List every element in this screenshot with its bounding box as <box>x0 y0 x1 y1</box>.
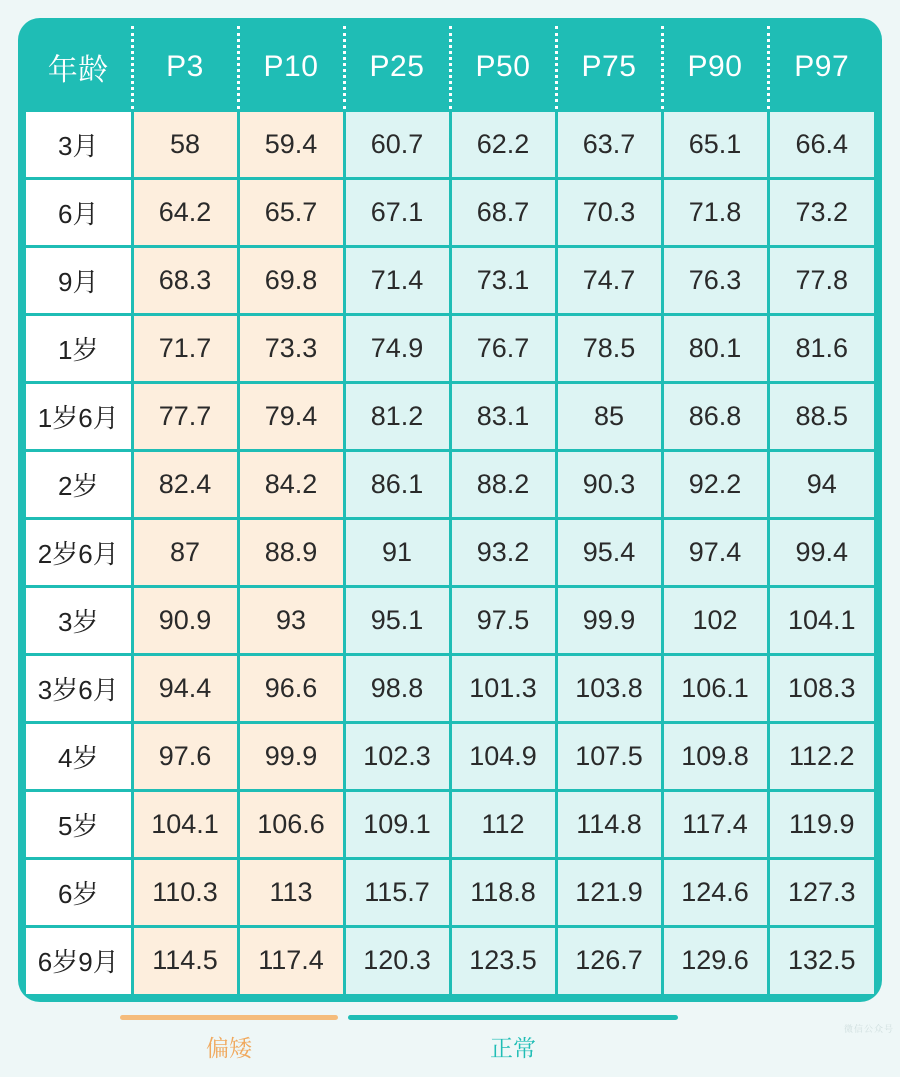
watermark: 微信公众号 <box>843 1024 894 1034</box>
cell-p25: 91 <box>344 518 450 586</box>
cell-p75: 103.8 <box>556 654 662 722</box>
cell-p90: 109.8 <box>662 722 768 790</box>
cell-p50: 88.2 <box>450 450 556 518</box>
cell-age: 3岁6月 <box>26 654 132 722</box>
column-header-p50: P50 <box>450 26 556 110</box>
legend-item-normal <box>348 1015 678 1063</box>
cell-p10: 99.9 <box>238 722 344 790</box>
cell-p90: 71.8 <box>662 178 768 246</box>
table-row <box>26 450 874 518</box>
cell-p90: 76.3 <box>662 246 768 314</box>
cell-p10: 69.8 <box>238 246 344 314</box>
cell-age: 6岁 <box>26 858 132 926</box>
cell-age: 6月 <box>26 178 132 246</box>
cell-p75: 121.9 <box>556 858 662 926</box>
table-row <box>26 518 874 586</box>
column-header-p90: P90 <box>662 26 768 110</box>
table-header-row <box>26 26 874 110</box>
cell-age: 1岁6月 <box>26 382 132 450</box>
cell-p25: 95.1 <box>344 586 450 654</box>
cell-p50: 73.1 <box>450 246 556 314</box>
cell-p10: 106.6 <box>238 790 344 858</box>
cell-p97: 94 <box>768 450 874 518</box>
cell-p50: 93.2 <box>450 518 556 586</box>
cell-p50: 83.1 <box>450 382 556 450</box>
cell-p97: 99.4 <box>768 518 874 586</box>
cell-p25: 60.7 <box>344 110 450 178</box>
cell-p3: 77.7 <box>132 382 238 450</box>
cell-age: 3岁 <box>26 586 132 654</box>
cell-p3: 114.5 <box>132 926 238 994</box>
table-row <box>26 586 874 654</box>
cell-age: 5岁 <box>26 790 132 858</box>
column-header-p97: P97 <box>768 26 874 110</box>
cell-p75: 74.7 <box>556 246 662 314</box>
legend-bar-normal <box>348 1015 678 1020</box>
table-row <box>26 178 874 246</box>
cell-p90: 92.2 <box>662 450 768 518</box>
cell-p75: 126.7 <box>556 926 662 994</box>
cell-p10: 113 <box>238 858 344 926</box>
cell-p97: 77.8 <box>768 246 874 314</box>
cell-p3: 110.3 <box>132 858 238 926</box>
cell-p10: 96.6 <box>238 654 344 722</box>
cell-p10: 73.3 <box>238 314 344 382</box>
cell-p3: 97.6 <box>132 722 238 790</box>
cell-p90: 129.6 <box>662 926 768 994</box>
cell-p50: 68.7 <box>450 178 556 246</box>
cell-p50: 76.7 <box>450 314 556 382</box>
cell-p50: 123.5 <box>450 926 556 994</box>
cell-p3: 71.7 <box>132 314 238 382</box>
cell-p50: 62.2 <box>450 110 556 178</box>
table-row <box>26 382 874 450</box>
cell-p25: 109.1 <box>344 790 450 858</box>
cell-p25: 120.3 <box>344 926 450 994</box>
cell-p50: 97.5 <box>450 586 556 654</box>
legend-label-normal: 正常 <box>490 1035 536 1061</box>
table-row <box>26 722 874 790</box>
cell-p97: 104.1 <box>768 586 874 654</box>
cell-p50: 104.9 <box>450 722 556 790</box>
cell-p97: 132.5 <box>768 926 874 994</box>
cell-age: 3月 <box>26 110 132 178</box>
cell-p97: 108.3 <box>768 654 874 722</box>
cell-p90: 97.4 <box>662 518 768 586</box>
cell-p75: 114.8 <box>556 790 662 858</box>
column-header-p10: P10 <box>238 26 344 110</box>
table-row <box>26 858 874 926</box>
cell-age: 2岁 <box>26 450 132 518</box>
cell-p90: 102 <box>662 586 768 654</box>
cell-p90: 80.1 <box>662 314 768 382</box>
cell-p25: 71.4 <box>344 246 450 314</box>
cell-p25: 81.2 <box>344 382 450 450</box>
cell-p97: 81.6 <box>768 314 874 382</box>
column-header-p75: P75 <box>556 26 662 110</box>
cell-p10: 65.7 <box>238 178 344 246</box>
cell-p75: 70.3 <box>556 178 662 246</box>
table-body <box>26 110 874 994</box>
cell-p75: 85 <box>556 382 662 450</box>
cell-p90: 86.8 <box>662 382 768 450</box>
cell-p50: 101.3 <box>450 654 556 722</box>
cell-p10: 84.2 <box>238 450 344 518</box>
cell-p10: 93 <box>238 586 344 654</box>
cell-p25: 67.1 <box>344 178 450 246</box>
cell-p90: 65.1 <box>662 110 768 178</box>
cell-p10: 88.9 <box>238 518 344 586</box>
cell-p50: 118.8 <box>450 858 556 926</box>
cell-p3: 64.2 <box>132 178 238 246</box>
cell-p90: 124.6 <box>662 858 768 926</box>
cell-p10: 59.4 <box>238 110 344 178</box>
table-header <box>26 26 874 110</box>
legend-label-low: 偏矮 <box>206 1035 252 1061</box>
cell-p10: 117.4 <box>238 926 344 994</box>
cell-p75: 90.3 <box>556 450 662 518</box>
legend <box>18 1015 882 1075</box>
cell-p3: 104.1 <box>132 790 238 858</box>
cell-p3: 90.9 <box>132 586 238 654</box>
table-row <box>26 110 874 178</box>
cell-p50: 112 <box>450 790 556 858</box>
cell-age: 4岁 <box>26 722 132 790</box>
cell-p75: 99.9 <box>556 586 662 654</box>
cell-p75: 95.4 <box>556 518 662 586</box>
cell-p25: 115.7 <box>344 858 450 926</box>
cell-p3: 82.4 <box>132 450 238 518</box>
table-row <box>26 790 874 858</box>
growth-table-card <box>18 18 882 1002</box>
cell-age: 1岁 <box>26 314 132 382</box>
cell-p90: 106.1 <box>662 654 768 722</box>
cell-age: 6岁9月 <box>26 926 132 994</box>
cell-p25: 98.8 <box>344 654 450 722</box>
cell-p97: 88.5 <box>768 382 874 450</box>
cell-p3: 94.4 <box>132 654 238 722</box>
column-header-p25: P25 <box>344 26 450 110</box>
column-header-age: 年龄 <box>26 26 132 110</box>
cell-p25: 102.3 <box>344 722 450 790</box>
legend-bar-low <box>120 1015 338 1020</box>
table-row <box>26 246 874 314</box>
legend-item-low <box>120 1015 338 1063</box>
cell-p25: 74.9 <box>344 314 450 382</box>
cell-p97: 73.2 <box>768 178 874 246</box>
cell-p75: 107.5 <box>556 722 662 790</box>
cell-p3: 87 <box>132 518 238 586</box>
table-row <box>26 314 874 382</box>
cell-p75: 78.5 <box>556 314 662 382</box>
table-row <box>26 654 874 722</box>
cell-p25: 86.1 <box>344 450 450 518</box>
cell-p3: 68.3 <box>132 246 238 314</box>
cell-p97: 112.2 <box>768 722 874 790</box>
cell-p75: 63.7 <box>556 110 662 178</box>
cell-p97: 127.3 <box>768 858 874 926</box>
growth-table <box>26 26 874 994</box>
cell-p3: 58 <box>132 110 238 178</box>
cell-p10: 79.4 <box>238 382 344 450</box>
cell-age: 9月 <box>26 246 132 314</box>
cell-age: 2岁6月 <box>26 518 132 586</box>
cell-p97: 66.4 <box>768 110 874 178</box>
table-row <box>26 926 874 994</box>
cell-p97: 119.9 <box>768 790 874 858</box>
column-header-p3: P3 <box>132 26 238 110</box>
cell-p90: 117.4 <box>662 790 768 858</box>
